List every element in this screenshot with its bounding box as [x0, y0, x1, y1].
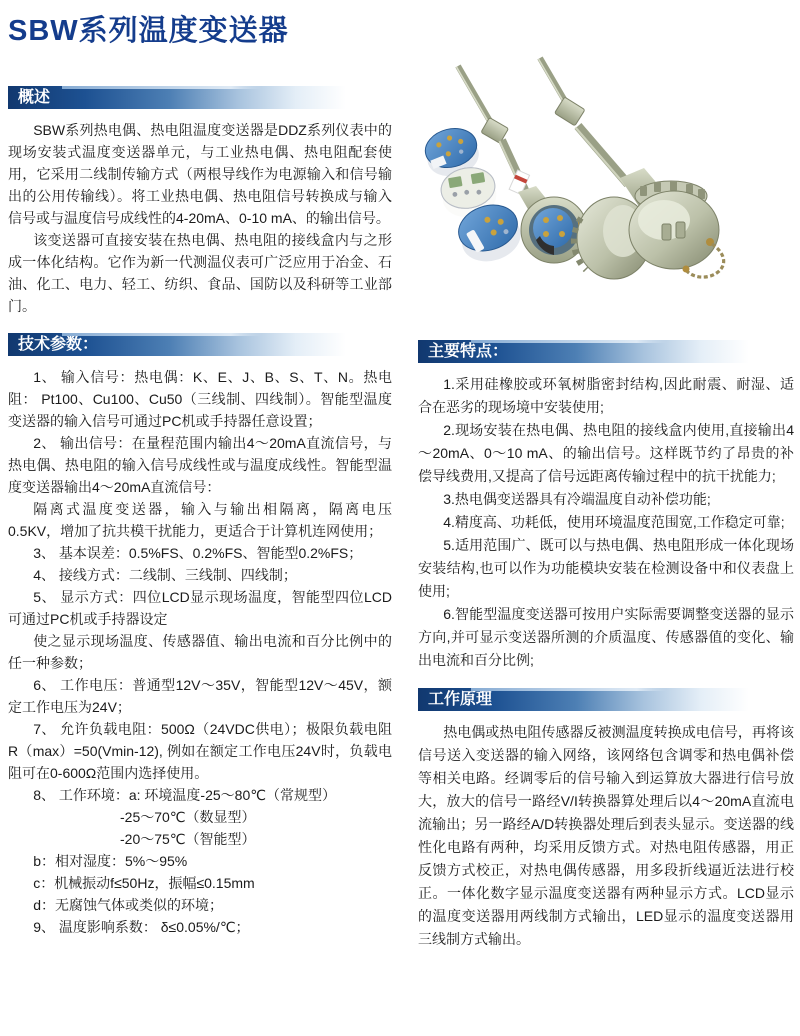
product-photo [418, 46, 794, 328]
section-header-principle [418, 688, 794, 711]
left-column [8, 86, 392, 938]
tech-param-item: 6、 工作电压：普通型12V～35V，智能型12V～45V，额定工作电压为24V； [8, 677, 392, 715]
tech-param-item: 4、 接线方式：二线制、三线制、四线制； [33, 567, 297, 583]
tech-param-item: 9、 温度影响系数： δ≤0.05%/℃； [33, 919, 250, 935]
feature-item: 3.热电偶变送器具有冷端温度自动补偿功能; [443, 491, 711, 507]
feature-item: 1.采用硅橡胶或环氧树脂密封结构,因此耐震、耐湿、适合在恶劣的现场境中安装使用; [418, 376, 794, 415]
tech-param-subitem: -25～70℃（数显型） [120, 809, 256, 825]
section-header-overview [8, 86, 392, 109]
tech-param-subitem: b：相对湿度：5%～95% [33, 853, 188, 869]
tech-param-item: 7、 允许负载电阻：500Ω（24VDC供电）；极限负载电阻R（max）=50(Vmin-12), 例如在额定工作电压24V时，负载电阻可在0-600Ω范围内选择使用。 [8, 721, 392, 781]
tech-param-item: 8、 工作环境：a: 环境温度-25～80℃（常规型） [33, 787, 336, 803]
product-photo-illustration [418, 46, 794, 328]
page-title: SBW系列温度变送器 [8, 15, 289, 47]
tech-param-item: 隔离式温度变送器，输入与输出相隔离，隔离电压0.5KV，增加了抗共模干扰能力，更适合于计算机连网使用； [8, 501, 392, 539]
tech-param-item: 使之显示现场温度、传感器值、输出电流和百分比例中的任一种参数； [8, 633, 392, 671]
tech-param-item: 1、 输入信号：热电偶：K、E、J、B、S、T、N。热电阻： Pt100、Cu100、Cu50（三线制、四线制）。智能型温度变送器的输入信号可通过PC机或手持器任意设置； [8, 369, 392, 429]
tech-param-item: 2、 输出信号：在量程范围内输出4～20mA直流信号，与热电偶、热电阻的输入信号成线性或与温度成线性。智能型温度变送器输出4～20mA直流信号： [8, 435, 392, 495]
section-header-overview-label: 概述 [18, 89, 51, 106]
section-header-principle-label: 工作原理 [428, 691, 493, 708]
tech-param-item: 3、 基本误差：0.5%FS、0.2%FS、智能型0.2%FS； [33, 545, 363, 561]
tech-param-subitem: c：机械振动f≤50Hz，振幅≤0.15mm [33, 875, 255, 891]
tech-param-item: 5、 显示方式：四位LCD显示现场温度，智能型四位LCD可通过PC机或手持器设定 [8, 589, 392, 627]
feature-item: 6.智能型温度变送器可按用户实际需要调整变送器的显示方向,并可显示变送器所测的介质温度、传感器值的变化、输出电流和百分比例; [418, 606, 794, 668]
right-column [418, 46, 794, 951]
tech-param-subitem: d：无腐蚀气体或类似的环境； [33, 897, 223, 913]
section-header-tech-params-label: 技术参数： [18, 336, 99, 353]
section-header-features [418, 340, 794, 363]
feature-item: 4.精度高、功耗低，使用环境温度范围宽,工作稳定可靠; [443, 514, 785, 530]
overview-paragraph-2: 该变送器可直接安装在热电偶、热电阻的接线盒内与之形成一体化结构。它作为新一代测温仪表可广泛应用于冶金、石油、化工、电力、轻工、纺织、食品、国防以及科研等工业部门。 [8, 232, 392, 314]
section-header-features-label: 主要特点： [428, 343, 509, 360]
tech-param-subitem: -20～75℃（智能型） [120, 831, 256, 847]
feature-item: 2.现场安装在热电偶、热电阻的接线盒内使用,直接输出4～20mA、0～10 mA、的输出信号。这样既节约了昂贵的补偿导线费用,又提高了信号远距离传输过程中的抗干扰能力; [418, 422, 794, 484]
feature-item: 5.适用范围广、既可以与热电偶、热电阻形成一体化现场安装结构,也可以作为功能模块安装在检测设备中和仪表盘上使用; [418, 537, 794, 599]
principle-paragraph: 热电偶或热电阻传感器反被测温度转换成电信号，再将该信号送入变送器的输入网络，该网络包含调零和热电偶补偿等相关电路。经调零后的信号输入到运算放大器进行信号放大，放大的信号一路经V/I转换器算处理后以4～20mA直流电流输出；另一路经A/D转换器处理后到表头显示。变送器的线性化电路有两种，均采用反馈方式。对热电阻传感器，用正反馈方式校正，对热电偶传感器，用多段折线逼近法进行校正。一体化数字显示温度变送器有两种显示方式。LCD显示的温度变送器用两线制方式输出，LED显示的温度变送器用三线制方式输出。 [418, 724, 794, 947]
overview-paragraph-1: SBW系列热电偶、热电阻温度变送器是DDZ系列仪表中的现场安装式温度变送器单元，与工业热电偶、热电阻配套使用，它采用二线制传输方式（两根导线作为电源输入和信号输出的公用传输线）。将工业热电偶、热电阻信号转换成与输入信号或与温度信号成线性的4-20mA、0-10 mA、的输出信号。 [8, 122, 392, 226]
section-header-tech-params [8, 333, 392, 356]
